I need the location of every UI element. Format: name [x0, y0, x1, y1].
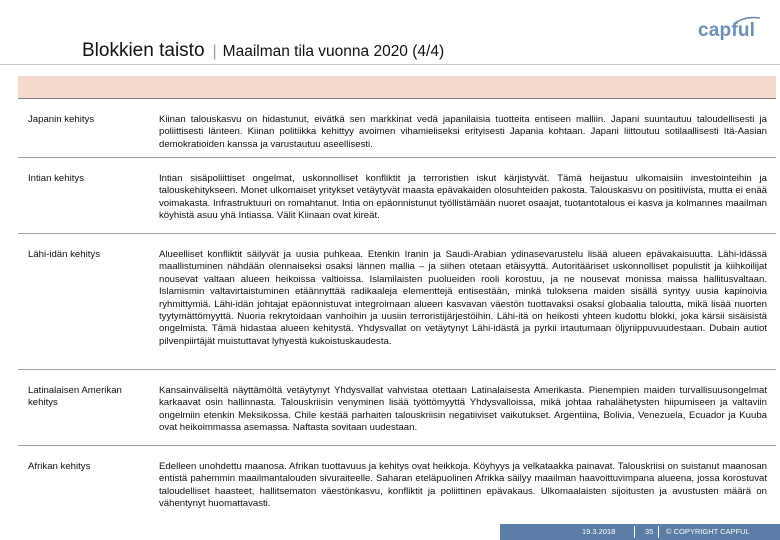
table-row [18, 369, 776, 446]
row-label: Japanin kehitys [28, 114, 95, 125]
table-row [18, 99, 776, 157]
header-divider [0, 64, 780, 65]
row-text: Edelleen unohdettu maanosa. Afrikan tuottavuus ja kehitys ovat heikkoja. Köyhyys ja velkataakka painavat. Talouskriisi on suistanut maanosan entistä pahemmin maailmantalouden sivuraiteelle. Saharan eteläpuolinen Afrikka säilyy maailman haavoittuvimpana alueena, jossa korostuvat taloudelliset haasteet, hallitsematon väestönkasvu, konfliktit ja poliittinen epävakaus. Ulkomaalaisten sijoitusten ja avustusten määrä on vähentynyt huomattavasti. [159, 461, 767, 510]
row-text: Kiinan talouskasvu on hidastunut, eivätkä sen markkinat vedä japanilaisia tuotteita entiseen malliin. Japani suuntautuu taloudellisesti ja poliittisesti länteen. Kiinan politiikka kehittyy avoimen vihamieliseksi erityisesti Japania kohtaan. Japani liittoutuu sotilaallisesti Itä-Aasian demokratioiden kanssa ja varustautuu aseellisesti. [159, 114, 767, 150]
row-text: Kansainväliseltä näyttämöltä vetäytynyt Yhdysvallat vahvistaa otettaan Latinalaisesta Amerikasta. Pienempien maiden turvallisuusongelmat karkaavat osin hallinnasta. Talouskriisin venyminen lisää työttömyyttä Yhdysvalloissa, mikä johtaa rahalähetysten hiipumiseen ja valtaviin ongelmiin etenkin Meksikossa. Chile kestää parhaiten talouskriisin negatiiviset vaikutukset. Argentiina, Bolivia, Venezuela, Ecuador ja Kuuba ovat heikoimmassa asemassa. Naftasta sovitaan uudestaan. [159, 385, 767, 434]
slide-header [0, 0, 780, 68]
row-text: Intian sisäpoliittiset ongelmat, uskonnolliset konfliktit ja terroristien iskut kärjistyvät. Tämä heijastuu ulkomaisiin investointeihin ja talouskehitykseen. Monet ulkomaiset yritykset vetäytyvät maasta epävakaiden olosuhteiden pakosta. Talouskasvu on positiivista, mutta ei enää voimakasta. Infrastruktuuri on romahtanut. Intia on epäonnistunut työllistämään nuoret osaajat, tuotantotalous ei kasva ja kolmannes maailman köyhistä asuu yhä Intiassa. Välit Kiinaan ovat kireät. [159, 173, 767, 222]
table-header-band [18, 76, 776, 98]
table-row [18, 157, 776, 234]
row-label: Afrikan kehitys [28, 461, 91, 472]
slide-footer [500, 524, 780, 540]
row-text: Alueelliset konfliktit säilyvät ja uusia puhkeaa. Etenkin Iranin ja Saudi-Arabian ydinasevarustelu lisää alueen epävakaisuutta. Lähi-idässä maallistuminen nähdään olennaiseksi osaksi lännen mallia – ja siihen otetaan etäisyyttä. Autoritääriset uskonnolliset populistit ja kiihkoilijat nousevat valtaan alueen heikoissa valtioissa. Islamilaisten puolueiden rooli korostuu, ja ne nousevat monissa maissa hallitusvaltaan. Islamismin valtavirtaistuminen etäännyttää radikaaleja elementtejä entisestään, minkä tuloksena maiden sisällä syntyy uusia kapinoivia ryhmittymiä. Lähi-idän johtajat epäonnistuvat integroimaan alueen kasvavan väestön tuottavaksi osaksi globaalia taloutta, mikä lisää nuorten tyytymättömyyttä. Nuoria rekrytoidaan vanhoihin ja uusiin terroristijärjestöihin. Lähi-itä on heikosti yhteen kudottu blokki, joka kärsii sisäisistä ongelmista. Tämä hidastaa alueen kehitystä. Yhdysvallat on vetäytynyt Lähi-idästä ja pyrkii irtautumaan öljyriippuvuudestaan. Dubain autiot pilvenpiirtäjät muistuttavat lyhyestä kukoistuskaudesta. [159, 249, 767, 347]
title-subtitle: Maailman tila vuonna 2020 (4/4) [222, 43, 445, 60]
footer-divider [658, 526, 659, 538]
table-row [18, 445, 776, 524]
row-label: Lähi-idän kehitys [28, 249, 100, 260]
slide-title [82, 40, 444, 62]
row-label: Latinalaisen Amerikan kehitys [28, 385, 122, 409]
table-row [18, 233, 776, 370]
footer-copyright: © COPYRIGHT CAPFUL [666, 527, 750, 536]
row-label: Intian kehitys [28, 173, 84, 184]
title-main: Blokkien taisto [82, 40, 205, 61]
logo-text: capful [698, 20, 756, 41]
content-table [18, 98, 776, 523]
capful-logo [698, 20, 766, 46]
footer-divider [634, 526, 635, 538]
page-number: 35 [645, 527, 654, 536]
title-separator: | [212, 43, 217, 60]
footer-date: 19.3.2018 [582, 527, 616, 536]
